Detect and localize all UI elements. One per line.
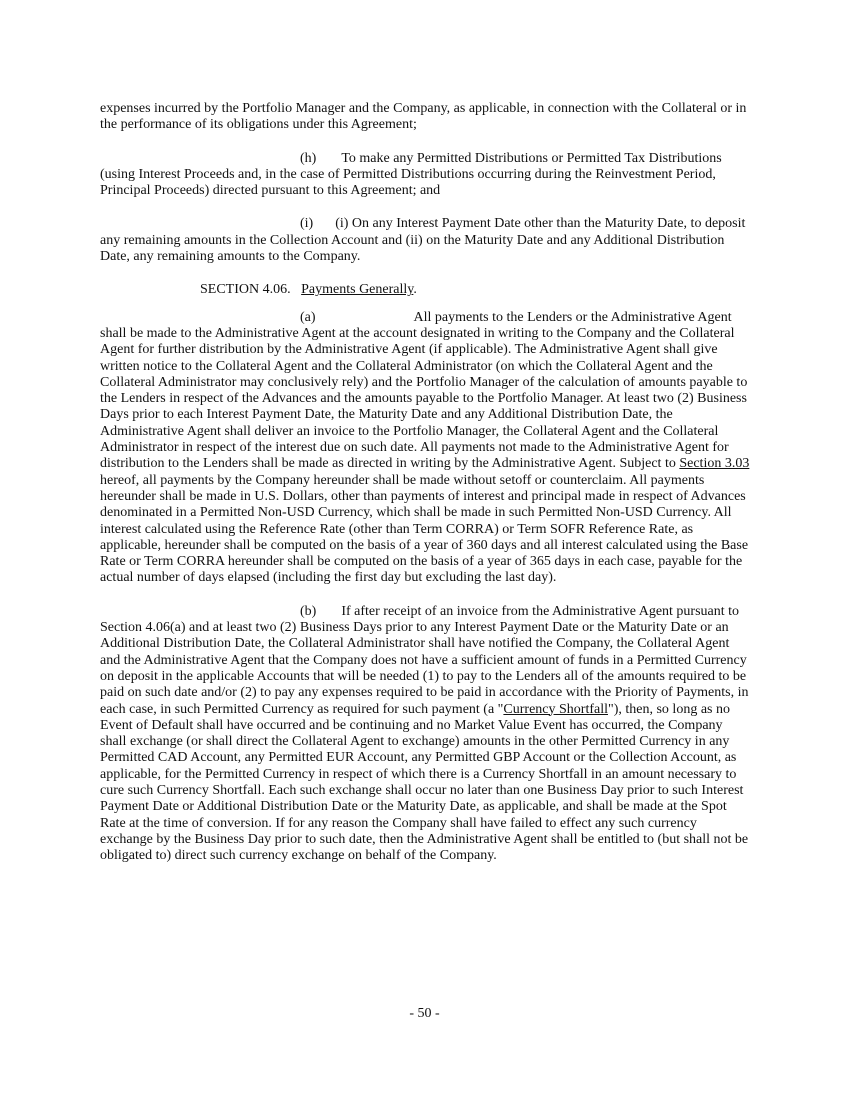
clause-i (100, 216, 750, 265)
paragraph-a-text-1: All payments to the Lenders or the Administrative Agent shall be made to the Administrative Agent at the account designated in writing to the Company and the Collateral Agent for further distribution by the Administrative Agent (if applicable). The Administrative Agent shall give written notice to the Collateral Agent and the Collateral Administrator (on which the Collateral Agent and the Collateral Administrator may conclusively rely) and the Portfolio Manager of the calculation of amounts payable to the Lenders in respect of the Advances and the amounts payable to the Portfolio Manager. At least two (2) Business Days prior to each Interest Payment Date, the Maturity Date and any Additional Distribution Date, the Administrative Agent shall deliver an invoice to the Portfolio Manager, the Collateral Agent and the Collateral Administrator in respect of the interest due on such date. All payments not made to the Administrative Agent for distribution to the Lenders shall be made as directed in writing by the Administrative Agent. Subject to (100, 309, 748, 472)
continued-text: expenses incurred by the Portfolio Manager and the Company, as applicable, in connection with the Collateral or in the performance of its obligations under this Agreement; (100, 101, 747, 133)
clause-h-text: To make any Permitted Distributions or Permitted Tax Distributions (using Interest Proceeds and, in the case of Permitted Distributions occurring during the Reinvestment Period, Principal Proceeds) directed pursuant to this Agreement; and (100, 150, 722, 199)
paragraph-a-text-2: hereof, all payments by the Company hereunder shall be made without setoff or counterclaim. All payments hereunder shall be made in U.S. Dollars, other than payments of interest and principal made in respect of Advances denominated in a Permitted Non-USD Currency, which shall be made in such Permitted Non-USD Currency. All interest calculated using the Reference Rate (other than Term CORRA) or Term SOFR Reference Rate, as applicable, hereunder shall be computed on the basis of a year of 360 days and all interest calculated using the Base Rate or Term CORRA hereunder shall be computed on the basis of a year of 365 days in each case, payable for the actual number of days elapsed (including the first day but excluding the last day). (100, 472, 749, 586)
paragraph-b-label: (b) (300, 603, 317, 619)
defined-term: Currency Shortfall (503, 701, 608, 717)
section-title-period: . (413, 282, 417, 298)
paragraph-a (100, 310, 750, 587)
paragraph-b-text-2: "), then, so long as no Event of Default shall have occurred and be continuing and no Market Value Event has occurred, the Company shall exchange (or shall direct the Collateral Agent to exchange) amounts in the other Permitted Currency in any Permitted CAD Account, any Permitted EUR Account, any Permitted GBP Account or the Collection Account, as applicable, for the Permitted Currency in respect of which there is a Currency Shortfall in an amount necessary to cure such Currency Shortfall. Each such exchange shall occur no later than one Business Day prior to such Interest Payment Date or Additional Distribution Date or the Maturity Date, as applicable, and shall be made at the Spot Rate at the time of conversion. If for any reason the Company shall have failed to effect any such currency exchange by the Business Day prior to such date, then the Administrative Agent shall be entitled to (but shall not be obligated to) direct such currency exchange on behalf of the Company. (100, 701, 749, 864)
clause-h (100, 151, 750, 200)
paragraph-b (100, 604, 750, 865)
document-page (100, 101, 750, 881)
clause-i-label: (i) (300, 216, 314, 232)
clause-i-text: (i) On any Interest Payment Date other than the Maturity Date, to deposit any remaining amounts in the Collection Account and (ii) on the Maturity Date and any Additional Distribution Date, any remaining amounts to the Company. (100, 216, 746, 265)
page-number: - 50 - (409, 1006, 440, 1021)
continued-paragraph (100, 101, 750, 134)
clause-h-label: (h) (300, 150, 317, 166)
paragraph-a-label: (a) (300, 309, 316, 325)
section-reference: Section 3.03 (679, 456, 750, 472)
section-number: SECTION 4.06. (200, 282, 291, 298)
paragraph-b-text-1: If after receipt of an invoice from the Administrative Agent pursuant to Section 4.06(a) and at least two (2) Business Days prior to any Interest Payment Date or the Maturity Date or an Additional Distribution Date, the Collateral Administrator shall have notified the Company, the Collateral Agent and the Administrative Agent that the Company does not have a sufficient amount of funds in a Permitted Currency on deposit in the applicable Accounts that will be needed (1) to pay to the Lenders all of the amounts required to be paid on such date and/or (2) to pay any expenses required to be paid in accordance with the Priority of Payments, in each case, in such Permitted Currency as required for such payment (a " (100, 603, 749, 717)
section-title: Payments Generally (301, 282, 414, 298)
section-heading (100, 282, 750, 298)
